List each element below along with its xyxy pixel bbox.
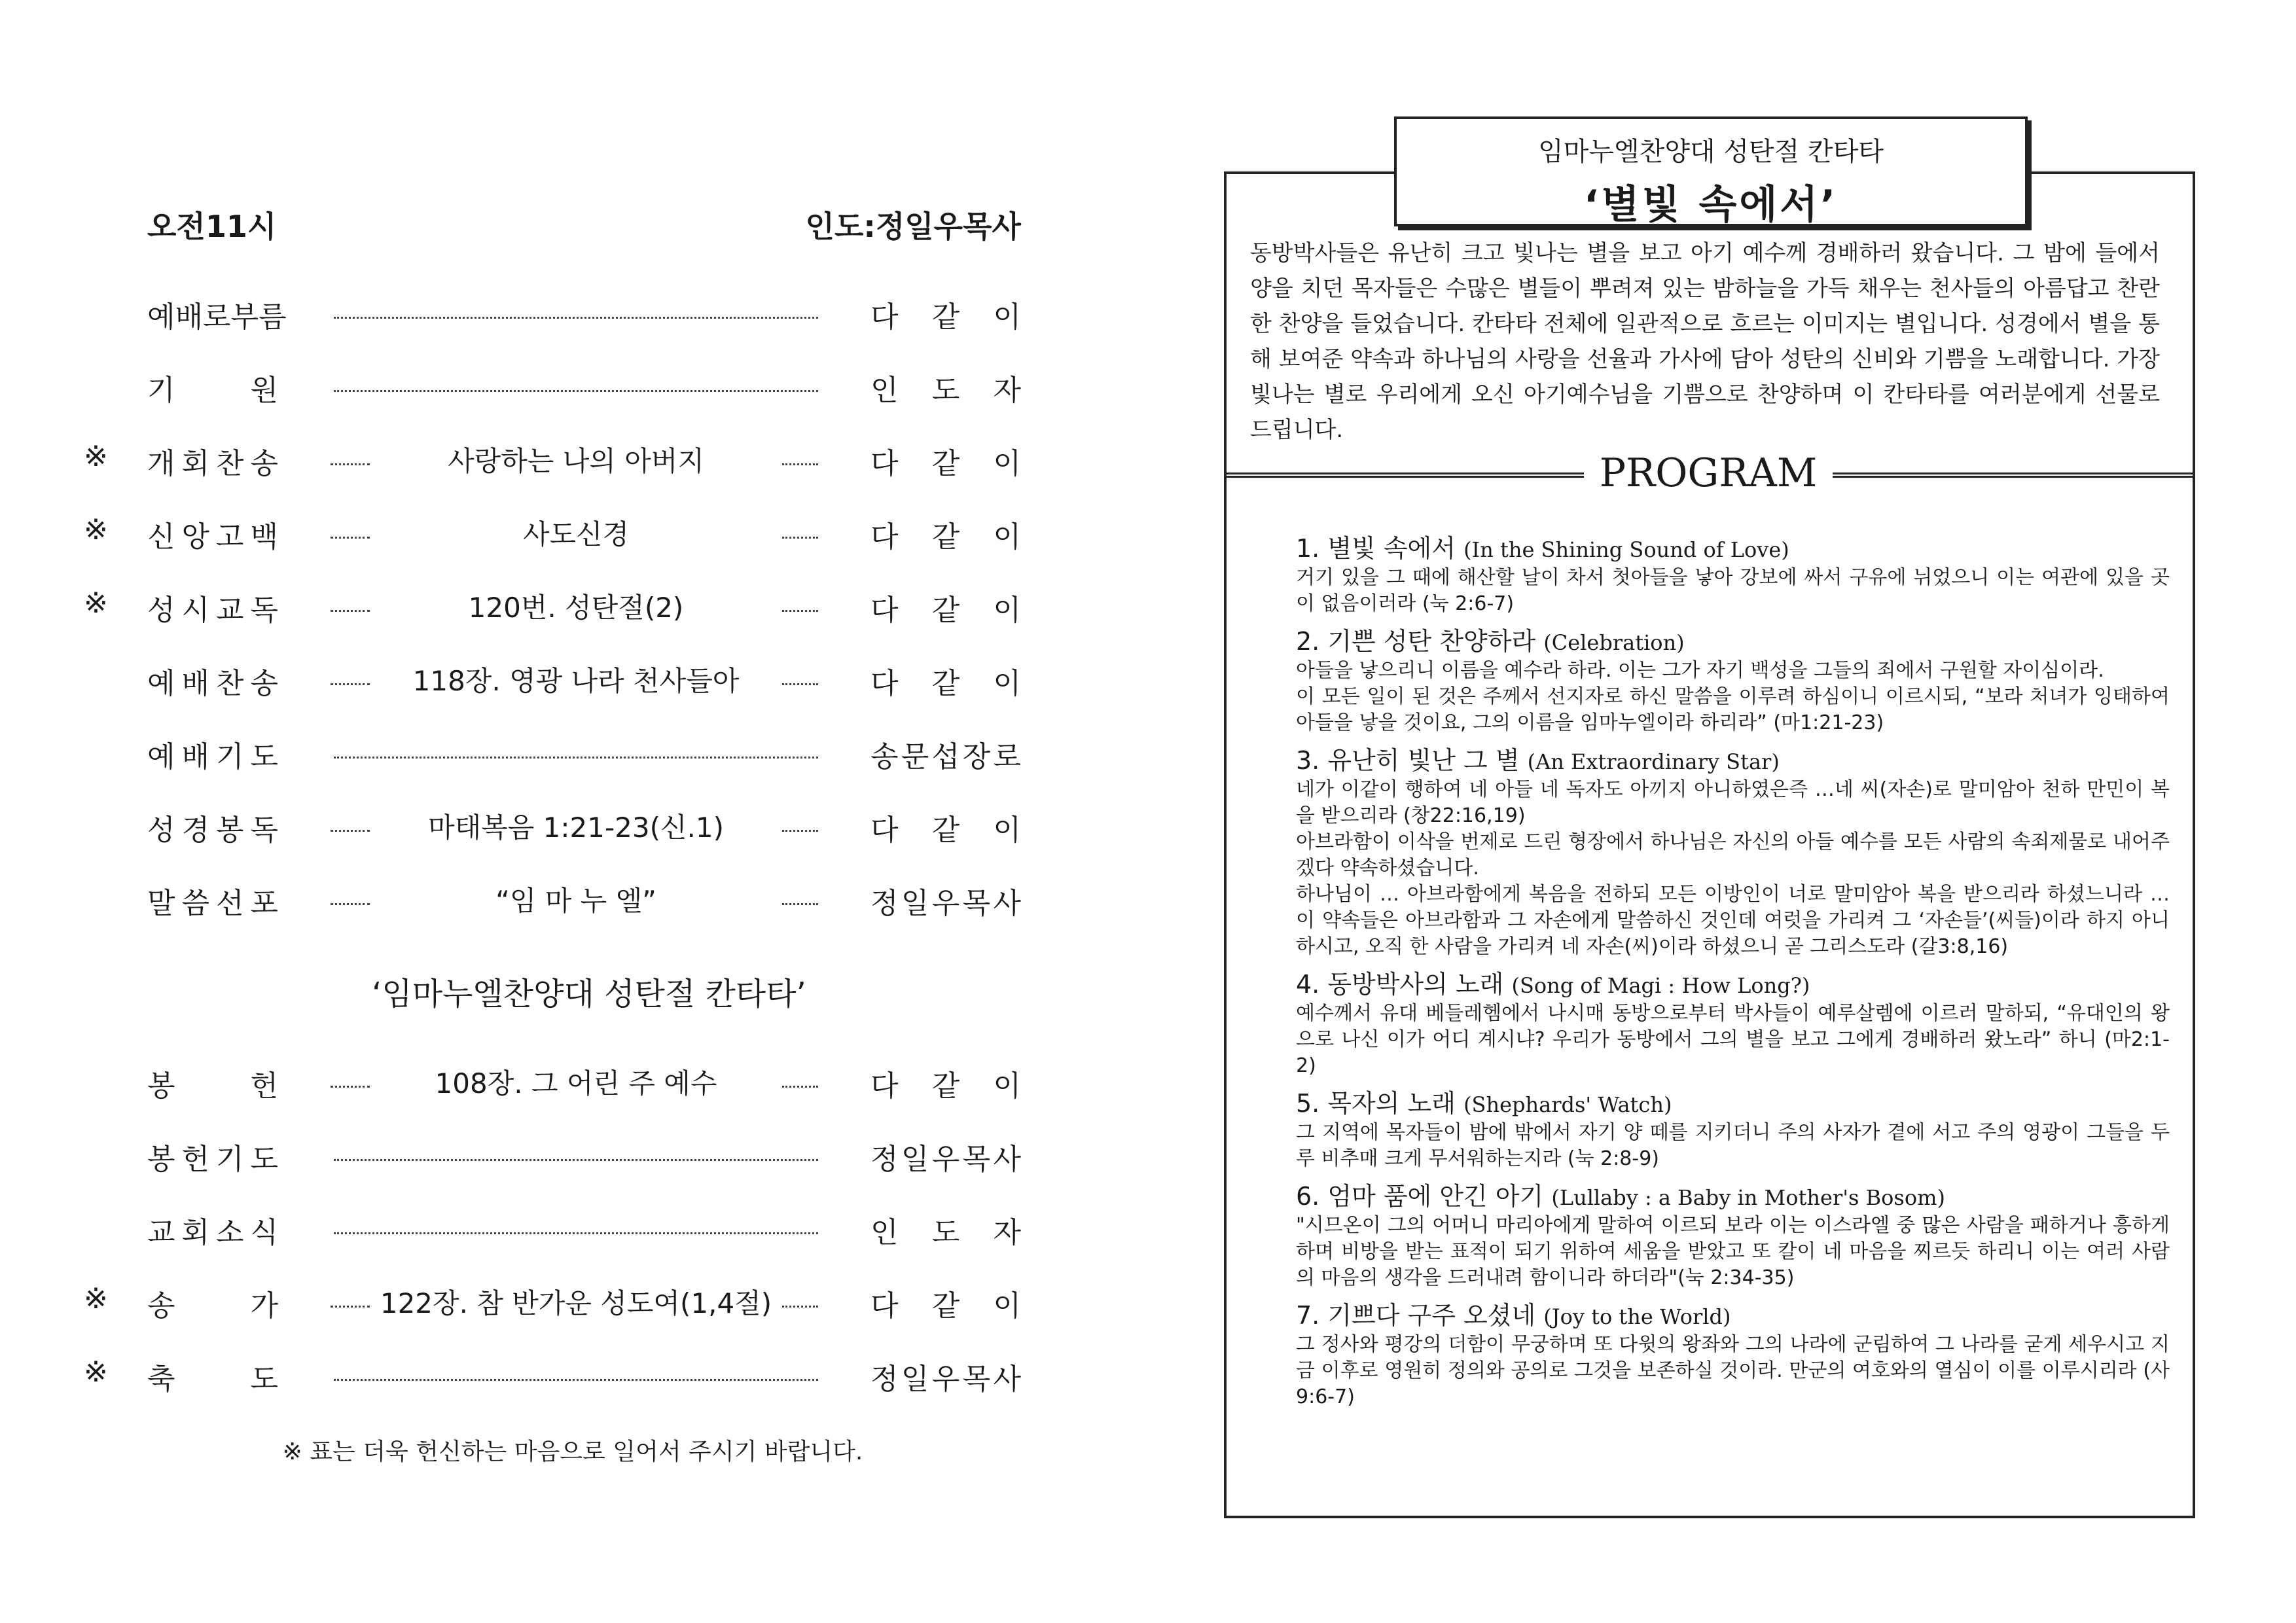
program-item-title — [1296, 1181, 2170, 1213]
program-item-korean: 4. 동방박사의 노래 — [1296, 970, 1504, 999]
leader-dots — [782, 1086, 818, 1088]
order-item-person: 다 같 이 — [870, 1069, 1021, 1103]
program-item-english: (Song of Magi : How Long?) — [1511, 973, 1810, 998]
program-item-title — [1296, 626, 2170, 658]
program-item — [1296, 1088, 2170, 1172]
leader-dots — [334, 757, 818, 758]
order-row — [0, 1130, 1113, 1183]
leader-dots — [782, 463, 818, 465]
program-item-verse: 거기 있을 그 때에 해산할 날이 차서 첫아들을 낳아 강보에 싸서 구유에 뉘었으니 이는 여관에 있을 곳이 없음이러라 (눅 2:6-7) — [1296, 566, 2170, 615]
order-item-title: 예 배 로 부 름 — [147, 300, 287, 334]
order-item-person: 다 같 이 — [870, 667, 1021, 700]
cantata-subtitle: 임마누엘찬양대 성탄절 칸타타 — [1538, 137, 1884, 167]
program-item-verse: 그 지역에 목자들이 밤에 밖에서 자기 양 떼를 지키더니 주의 사자가 곁에 서고 주의 영광이 그들을 두루 비추매 크게 무서워하는지라 (눅 2:8-9) — [1296, 1121, 2170, 1170]
order-item-person: 다 같 이 — [870, 520, 1021, 554]
worship-order-page — [0, 0, 1113, 1623]
program-item-english: (In the Shining Sound of Love) — [1463, 537, 1789, 562]
leader-dots — [782, 830, 818, 832]
leader-dots — [782, 683, 818, 685]
stand-mark: ※ — [84, 440, 108, 473]
leader-dots — [331, 683, 370, 685]
program-item-english: (Lullaby : a Baby in Mother's Bosom) — [1551, 1185, 1945, 1210]
program-item-korean: 1. 별빛 속에서 — [1296, 534, 1456, 563]
program-rule-right — [1833, 473, 2193, 478]
program-item-verse: 아들을 낳으리니 이름을 예수라 하라. 이는 그가 자기 백성을 그들의 죄에서 구원할 자이심이라. — [1296, 659, 2104, 682]
order-item-content: 108장. 그 어린 주 예수 — [435, 1067, 717, 1099]
leader-dots — [331, 903, 370, 905]
program-item-verse: 이 모든 일이 된 것은 주께서 선지자로 하신 말씀을 이루려 하심이니 이르시되, “보라 처녀가 잉태하여 아들을 낳을 것이요, 그의 이름을 임마누엘이라 하리라” (마1:21-23) — [1296, 685, 2170, 734]
order-item-title: 송 가 — [147, 1289, 278, 1323]
standing-note: ※ 표는 더욱 헌신하는 마음으로 일어서 주시기 바랍니다. — [282, 1438, 863, 1465]
program-item-korean: 5. 목자의 노래 — [1296, 1089, 1456, 1118]
order-item-person: 정 일 우 목 사 — [870, 1363, 1021, 1396]
leader-dots — [782, 537, 818, 539]
program-item-title — [1296, 1088, 2170, 1120]
stand-mark: ※ — [84, 1355, 108, 1389]
program-item-english: (Joy to the World) — [1543, 1304, 1731, 1329]
cantata-title: ‘별빛 속에서’ — [1583, 182, 1839, 228]
leader-dots — [334, 1232, 818, 1234]
cantata-title-box — [1394, 116, 2028, 226]
order-item-title: 봉 헌 — [147, 1069, 278, 1103]
order-item-person: 다 같 이 — [870, 813, 1021, 847]
leader-dots — [331, 610, 370, 612]
program-item — [1296, 745, 2170, 960]
order-row — [0, 728, 1113, 780]
order-item-content: 마태복음 1:21-23(신.1) — [428, 812, 724, 844]
program-rule-left — [1224, 473, 1584, 478]
order-row — [0, 1204, 1113, 1256]
order-row — [0, 874, 1113, 927]
program-item-korean: 2. 기쁜 성탄 찬양하라 — [1296, 627, 1536, 656]
leader-dots — [782, 1306, 818, 1308]
order-item-person: 다 같 이 — [870, 300, 1021, 334]
program-label: PROGRAM — [1599, 450, 1818, 496]
order-item-person: 정 일 우 목 사 — [870, 887, 1021, 920]
leader-dots — [331, 1086, 370, 1088]
order-item-title: 교 회 소 식 — [147, 1216, 278, 1249]
order-row — [0, 1057, 1113, 1109]
order-row — [0, 801, 1113, 853]
order-item-title: 기 원 — [147, 374, 278, 407]
order-row — [0, 1350, 1113, 1402]
program-item-korean: 7. 기쁘다 구주 오셨네 — [1296, 1301, 1536, 1330]
program-item — [1296, 626, 2170, 736]
order-item-title: 예 배 기 도 — [147, 740, 278, 774]
order-item-content: 120번. 성탄절(2) — [468, 592, 684, 624]
cantata-heading: ‘임마누엘찬양대 성탄절 칸타타’ — [372, 976, 806, 1012]
order-item-title: 축 도 — [147, 1363, 278, 1396]
leader-dots — [782, 610, 818, 612]
program-item-english: (Celebration) — [1543, 630, 1685, 655]
leader-dots — [334, 317, 818, 319]
leader-dots — [331, 537, 370, 539]
order-item-person: 송 문 섭 장 로 — [870, 740, 1021, 774]
order-item-person: 다 같 이 — [870, 1289, 1021, 1323]
order-item-person: 다 같 이 — [870, 447, 1021, 480]
order-item-title: 개 회 찬 송 — [147, 447, 278, 480]
stand-mark: ※ — [84, 586, 108, 620]
order-row — [0, 361, 1113, 414]
order-row — [0, 508, 1113, 560]
order-item-title: 예 배 찬 송 — [147, 667, 278, 700]
order-item-person: 정 일 우 목 사 — [870, 1143, 1021, 1176]
order-item-title: 성 시 교 독 — [147, 594, 278, 627]
program-item-verse: 네가 이같이 행하여 네 아들 네 독자도 아끼지 아니하였은즉 …네 씨(자손)로 말미암아 천하 만민이 복을 받으리라 (창22:16,19) — [1296, 778, 2170, 827]
order-row — [0, 581, 1113, 633]
program-item-verse: 하나님이 … 아브라함에게 복음을 전하되 모든 이방인이 너로 말미암아 복을 받으리라 하셨느니라 … 이 약속들은 아브라함과 그 자손에게 말씀하신 것인데 여럿을 가리켜 그 ‘자손들’(씨들)이라 하지 아니하시고, 오직 한 사람을 가리켜 네 자손(씨)이라 하셨으니 곧 그리스도라 (갈3:8,16) — [1296, 883, 2170, 958]
program-item — [1296, 1300, 2170, 1410]
order-item-person: 인 도 자 — [870, 374, 1021, 407]
order-item-content: 사도신경 — [522, 518, 630, 550]
order-item-content: 118장. 영광 나라 천사들아 — [412, 665, 740, 697]
cantata-intro: 동방박사들은 유난히 크고 빛나는 별을 보고 아기 예수께 경배하러 왔습니다. 그 밤에 들에서 양을 치던 목자들은 수많은 별들이 뿌려져 있는 밤하늘을 가득 채우는 천사들의 아름답고 찬란한 찬양을 들었습니다. 칸타타 전체에 일관적으로 흐르는 이미지는 별입니다. 성경에서 별을 통해 보여준 약속과 하나님의 사랑을 선율과 가사에 담아 성탄의 신비와 기쁨을 노래합니다. 가장 빛나는 별로 우리에게 오신 아기예수님을 기쁨으로 찬양하며 이 칸타타를 여러분에게 선물로 드립니다. — [1250, 240, 2160, 443]
leader-dots — [334, 1159, 818, 1161]
program-item — [1296, 533, 2170, 617]
program-item-title — [1296, 745, 2170, 777]
stand-mark: ※ — [84, 513, 108, 546]
program-item-title — [1296, 969, 2170, 1001]
leader-dots — [331, 830, 370, 832]
order-item-title: 말 씀 선 포 — [147, 887, 278, 920]
leader-dots — [331, 1306, 370, 1308]
service-leader: 인도:정일우목사 — [805, 209, 1021, 244]
order-row — [0, 1277, 1113, 1329]
program-item-title — [1296, 533, 2170, 565]
order-row — [0, 288, 1113, 340]
order-item-person: 다 같 이 — [870, 594, 1021, 627]
order-row — [0, 435, 1113, 487]
order-item-person: 인 도 자 — [870, 1216, 1021, 1249]
program-item — [1296, 969, 2170, 1079]
service-time: 오전11시 — [147, 209, 277, 244]
stand-mark: ※ — [84, 1282, 108, 1315]
program-item-verse: 예수께서 유대 베들레헴에서 나시매 동방으로부터 박사들이 예루살렘에 이르러 말하되, “유대인의 왕으로 나신 이가 어디 계시냐? 우리가 동방에서 그의 별을 보고 그에게 경배하러 왔노라” 하니 (마2:1-2) — [1296, 1002, 2170, 1077]
order-item-content: 사랑하는 나의 아버지 — [448, 445, 704, 477]
program-item-english: (Shephards' Watch) — [1463, 1092, 1672, 1117]
leader-dots — [331, 463, 370, 465]
program-items — [1296, 533, 2170, 1419]
leader-dots — [334, 1379, 818, 1381]
order-item-title: 봉 헌 기 도 — [147, 1143, 278, 1176]
program-item-korean: 6. 엄마 품에 안긴 아기 — [1296, 1182, 1544, 1211]
program-item-korean: 3. 유난히 빛난 그 별 — [1296, 746, 1520, 775]
program-item — [1296, 1181, 2170, 1291]
order-item-title: 신 앙 고 백 — [147, 520, 278, 554]
program-item-verse: 아브라함이 이삭을 번제로 드린 형장에서 하나님은 자신의 아들 예수를 모든 사람의 속죄제물로 내어주겠다 약속하셨습니다. — [1296, 830, 2170, 880]
program-item-english: (An Extraordinary Star) — [1527, 749, 1780, 774]
program-item-title — [1296, 1300, 2170, 1332]
leader-dots — [334, 390, 818, 392]
leader-dots — [782, 903, 818, 905]
order-item-title: 성 경 봉 독 — [147, 813, 278, 847]
program-item-verse: 그 정사와 평강의 더함이 무궁하며 또 다윗의 왕좌와 그의 나라에 군림하여 그 나라를 굳게 세우시고 지금 이후로 영원히 정의와 공의로 그것을 보존하실 것이라. 만군의 여호와의 열심이 이를 이루시리라 (사9:6-7) — [1296, 1333, 2170, 1408]
cantata-program-page — [1224, 0, 2206, 1623]
order-item-content: “임 마 누 엘” — [495, 885, 656, 917]
order-row — [0, 654, 1113, 707]
order-item-content: 122장. 참 반가운 성도여(1,4절) — [380, 1287, 772, 1319]
program-item-verse: "시므온이 그의 어머니 마리아에게 말하여 이르되 보라 이는 이스라엘 중 많은 사람을 패하거나 흥하게 하며 비방을 받는 표적이 되기 위하여 세움을 받았고 또 칼이 네 마음을 찌르듯 하리니 이는 여러 사람의 마음의 생각을 드러내려 함이니라 하더라"(눅 2:34-35) — [1296, 1214, 2170, 1289]
